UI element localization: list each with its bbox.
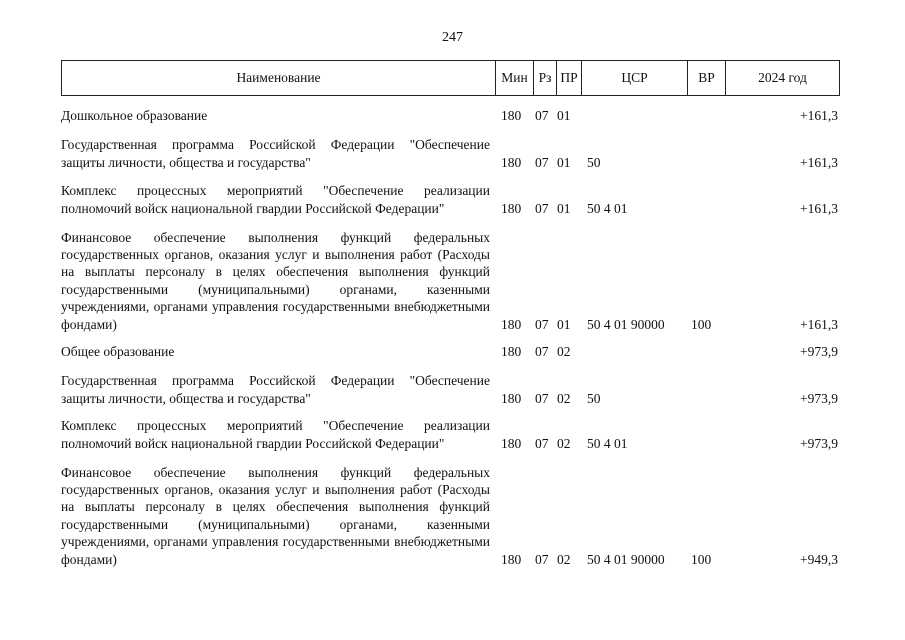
row-amount: +161,3	[800, 316, 838, 332]
row-min: 180	[501, 435, 522, 451]
row-pr: 01	[557, 316, 571, 332]
table-row	[61, 181, 840, 217]
table-row	[61, 371, 840, 407]
header-min: Мин	[496, 61, 534, 95]
header-csr: ЦСР	[582, 61, 688, 95]
header-rz: Рз	[534, 61, 557, 95]
row-pr: 02	[557, 390, 571, 406]
row-amount: +161,3	[800, 154, 838, 170]
header-vr: ВР	[688, 61, 726, 95]
row-amount: +973,9	[800, 343, 838, 359]
row-csr: 50 4 01	[587, 435, 628, 451]
row-name: Комплекс процессных мероприятий "Обеспечение реализации полномочий войск национальной гвардии Российской Федерации"	[61, 183, 490, 216]
table-row	[61, 463, 840, 568]
page-number: 247	[442, 30, 463, 45]
table-row	[61, 106, 840, 124]
row-rz: 07	[535, 200, 549, 216]
row-csr: 50 4 01 90000	[587, 316, 665, 332]
table-row	[61, 416, 840, 452]
row-min: 180	[501, 107, 522, 123]
row-csr: 50	[587, 390, 601, 406]
row-amount: +949,3	[800, 551, 838, 567]
row-rz: 07	[535, 390, 549, 406]
row-vr: 100	[691, 551, 712, 567]
row-pr: 01	[557, 200, 571, 216]
table-row	[61, 135, 840, 171]
table-header	[61, 60, 840, 96]
row-name: Финансовое обеспечение выполнения функций федеральных государственных органов, оказания услуг и выполнения работ (Расходы на выплаты персоналу в целях обеспечения выполнения функций государственными (муниципальными) органами, казенными учреждениями, органами управления государственными внебюджетными фондами)	[61, 464, 490, 567]
row-csr: 50 4 01	[587, 200, 628, 216]
row-min: 180	[501, 551, 522, 567]
row-pr: 01	[557, 107, 571, 123]
header-pr: ПР	[557, 61, 582, 95]
row-rz: 07	[535, 551, 549, 567]
row-name: Общее образование	[61, 343, 175, 359]
row-vr: 100	[691, 316, 712, 332]
row-pr: 01	[557, 154, 571, 170]
row-rz: 07	[535, 154, 549, 170]
row-name: Финансовое обеспечение выполнения функций федеральных государственных органов, оказания услуг и выполнения работ (Расходы на выплаты персоналу в целях обеспечения выполнения функций государственными (муниципальными) органами, казенными учреждениями, органами управления государственными внебюджетными фондами)	[61, 229, 490, 332]
row-name: Государственная программа Российской Федерации "Обеспечение защиты личности, общества и государства"	[61, 373, 490, 406]
row-amount: +973,9	[800, 390, 838, 406]
row-rz: 07	[535, 343, 549, 359]
row-min: 180	[501, 154, 522, 170]
row-pr: 02	[557, 343, 571, 359]
row-name: Комплекс процессных мероприятий "Обеспечение реализации полномочий войск национальной гвардии Российской Федерации"	[61, 418, 490, 451]
row-rz: 07	[535, 435, 549, 451]
row-min: 180	[501, 390, 522, 406]
row-pr: 02	[557, 551, 571, 567]
row-rz: 07	[535, 316, 549, 332]
row-amount: +161,3	[800, 107, 838, 123]
table-row	[61, 228, 840, 333]
row-rz: 07	[535, 107, 549, 123]
row-min: 180	[501, 343, 522, 359]
row-name: Государственная программа Российской Федерации "Обеспечение защиты личности, общества и государства"	[61, 137, 490, 170]
row-csr: 50 4 01 90000	[587, 551, 665, 567]
row-pr: 02	[557, 435, 571, 451]
row-amount: +973,9	[800, 435, 838, 451]
row-min: 180	[501, 316, 522, 332]
row-csr: 50	[587, 154, 601, 170]
row-name: Дошкольное образование	[61, 107, 208, 123]
header-year: 2024 год	[758, 70, 807, 85]
table-row	[61, 342, 840, 360]
row-min: 180	[501, 200, 522, 216]
header-name: Наименование	[62, 61, 496, 95]
row-amount: +161,3	[800, 200, 838, 216]
